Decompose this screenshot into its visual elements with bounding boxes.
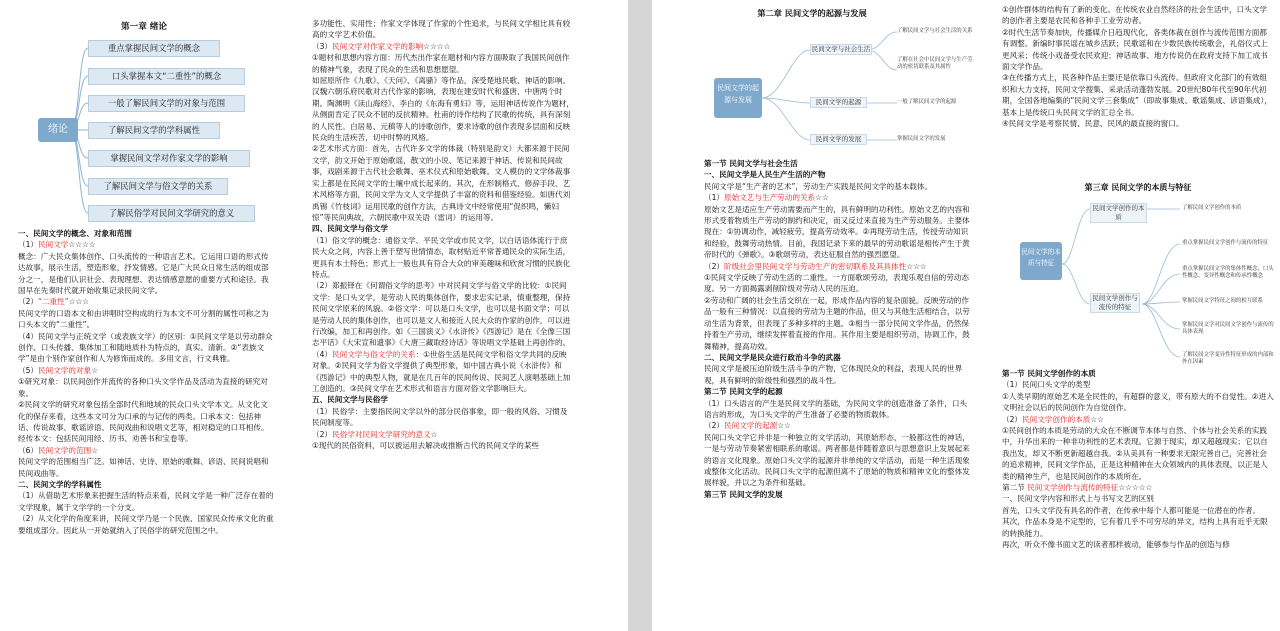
section-heading: 第三节 民间文学的发展	[704, 489, 783, 499]
mindmap-leaf: 掌握民间文学特征之间的相互联系	[1182, 298, 1263, 304]
mindmap-essence-features	[1002, 194, 1280, 364]
paragraph: 民间口头文学它并非是一种独立的文学活动，其原始形态，一般都这性的神话，一是与劳动节奏紧密相联系的歌谣。两者都是伴随着意识与思想意识上发展起来的语言文化现象。原始口头文学的起源并非单纯的文学活动，而是一种生活现象或整体文化活动。民间口头文学的起源但离不了原始的物质和精神文化的整体发展样貌，并以之为条件和基础。	[704, 432, 970, 488]
highlighted-term: 民俗学对民间文学研究的意义	[332, 429, 431, 439]
text-column-4-top	[1002, 4, 1274, 129]
paragraph: ③在传播方式上，民各种作品主要还是依靠口头流传。但政府文化部门的有效组织和大力支持，民间文学搜集、采录活动蓬勃发展。20世纪80年代至90年代初期，全国各地编集的“民间文学三套集成”（即故事集成、歌谣集成、谚语集成），基本上是传统口头民间文学的汇总全书。	[1002, 73, 1272, 117]
mindmap-branch: 掌握民间文学对作家文学的影响	[88, 150, 250, 167]
highlighted-term: 民间文学	[38, 240, 69, 250]
paragraph: ②艺术形式方面：首先，古代许多文学的体裁（特别是韵文）大都来源于民间文学，韵文开始于原始歌谣，散文的小说、笔记来源于神话、传说和民间故事，戏剧来源于古代社会歌舞、巫术仪式和原始歌舞。文人模仿的文学体裁事实上都是在民间文学的土壤中成长起来的。其次，在形制格式、修辞手段、艺术风格等方面，民间文学为文人文学提供了丰富的资料和借鉴经验。如唐代刘禹锡《竹枝词》运用民歌的创作方法，古典诗文中经常使用“促织鸣，懒妇惊”等民间典故，六朝民歌中双关语（雷词）的运用等。	[312, 144, 571, 222]
mindmap-branch: 了解民间文学与俗文学的关系	[88, 178, 228, 195]
mindmap-root: 绪论	[38, 118, 78, 142]
paragraph: （2）民俗学对民间文学研究的意义☆	[312, 429, 438, 439]
paragraph: 多功能性、实用性；作家文学体现了作家的个性追求，与民间文学相比具有较高的文学艺术价值。	[312, 19, 571, 40]
mindmap-leaf: 掌握民间文学的发展	[897, 136, 946, 142]
section-heading: 二、民间文学是民众进行政治斗争的武器	[704, 352, 841, 362]
section-heading: 第二节 民间文学的起源	[704, 387, 783, 397]
section-heading: 一、民间文学的概念、对象和范围	[18, 229, 132, 238]
section-heading: 第一节 民间文学与社会生活	[704, 159, 798, 168]
mindmap-node: 民间文学的发展	[810, 134, 867, 145]
paragraph: （1）原始文艺与生产劳动的关系☆☆	[704, 193, 829, 203]
mindmap-leaf: 掌握民间文学对民间文学创作与流传的具体表现	[1182, 322, 1274, 335]
text-column-2	[312, 18, 574, 451]
paragraph: （3）民间文学对作家文学的影响☆☆☆☆	[312, 41, 451, 51]
paragraph: ①现代的民俗资料，可以被运用去解决或推断古代的民间文学的某些	[312, 441, 540, 451]
mindmap-leaf: 了解民间文学变异性特征形成的内部和外在因素	[1182, 352, 1274, 365]
paragraph: 如屈原所作《九歌》、《天问》、《离骚》等作品，深受楚地民歌、神话的影响。汉魏六朝乐府民歌对古代作家的影响，表现在建安时代和盛唐、中唐两个时期。陶渊明《读山海经》、李白的《东海有勇妇》等，运用神话传说作为题材，从侧面肯定了民众不屈的反抗精神。杜甫的诗作结构了民歌的传统，具有深刻的人民性。白居易、元稹等人的诗歌创作，要求诗歌的创作表现多层面和反映民众的生活疾苦，切中时弊的风格。	[312, 76, 574, 143]
highlighted-term: 民间文学创作的本质	[1022, 414, 1091, 424]
document-page-left	[0, 0, 628, 631]
paragraph: 再次，听众不像书面文艺的读者那样被动，能够参与作品的创造与修	[1002, 540, 1230, 550]
paragraph: （2）从文化学的角度来讲，民间文学乃是一个民族、国家民众传承文化的重要组成部分。因此从一开始就纳入了民俗学的研究范围之中。	[18, 514, 274, 535]
mindmap-root: 民间文学的本质与特征	[1020, 242, 1062, 280]
paragraph: 第二节 民间文学创作与流传的特征☆☆☆☆☆	[1002, 483, 1153, 493]
paragraph: （2）郑振铎在《何谓俗文学的思考》中对民间文学与俗文学的比较：①民间文学：是口头文学，是劳动人民的集体创作，要求忠实记录，慎重整理，保持民间文学原来的风貌。②俗文学：可以是口头文学，也可以是书面文学；可以是劳动人民的集体创作，也可以是文人和接近人民大众的作家的创作，可以进行改编，加工和再创作。如《三国演义》《水浒传》《西游记》是在《全像三国志平话》《大宋宣和遗事》《大唐三藏取经诗话》等说唱文学基础上再创作的。	[312, 281, 571, 348]
mindmap-connectors	[652, 0, 972, 155]
mindmap-leaf: 了解民间文学创作的本质	[1182, 205, 1242, 211]
paragraph: 首先，口头文学没有具名的作者，在传承中每个人都可能是一位潜在的作者。	[1002, 505, 1261, 515]
mindmap-branch: 重点掌握民间文学的概念	[88, 40, 220, 57]
paragraph: （4）民间文学与俗文学的关系：①世俗生活是民间文学和俗文学共同的反映对象。②民间文学为俗文学提供了典型形象，如中国古典小说《水浒传》和《西游记》中的典型人物，就是在几百年的民间传说、民间艺人演唱基础上加工创造的。③民间文学在艺术形式和语言方面对俗文学影响巨大。	[312, 349, 571, 393]
paragraph: （2）“二重性”☆☆☆	[18, 297, 90, 307]
highlighted-term: 民间文学与俗文学的关系	[332, 349, 416, 359]
paragraph: 民间文学的口语本文和由讲唱时空构成的行为本文不可分割的属性可称之为口头本文的“二重性”。	[18, 308, 269, 330]
mindmap-leaf: 一般了解民间文学的起源	[897, 99, 957, 105]
mindmap-node: 民间文学与社会生活	[811, 45, 871, 53]
paragraph: ②民间文学的研究对象包括全部时代和地域的民众口头文学本文。从文化文化的保存来看，这些本文可分为口承的与记传的两类。口承本文：包括神话、传说故事、歌谣谚语、民间戏曲和说唱文艺等，相对稳定的口耳相传。经传本文：包括民间用经、历书、劝善书和宝卷等。	[18, 400, 269, 444]
section-heading: 四、民间文学与俗文学	[312, 224, 388, 234]
paragraph: （1）民间口头文学的类型	[1002, 380, 1091, 390]
mindmap-leaf: 重点掌握民间文学创作与流传的特征	[1182, 240, 1269, 246]
paragraph: 民间文学的范围相当广泛。如神话、史诗、原始的歌舞、谚语、民间说唱和民间戏曲等。	[18, 457, 269, 478]
paragraph: （1）民俗学：主要指民间文学以外的部分民俗事象，即一般的风俗、习惯及民间制度等。	[312, 406, 568, 428]
mindmap-node: 民间文学的起源	[810, 97, 867, 108]
paragraph: ②时代生活节奏加快，传播媒介日趋现代化，各类体裁在创作与流传范围方面都有调整。新编时事民谣在城乡活跃；民歌谣和在少数民族传统歌会，礼俗仪式上更风采；传统小戏备受农民欢迎；神话故事、地方传说仍在政府支持下加工成书面文学作品。	[1002, 27, 1268, 72]
mindmap-branch: 口头掌握本文“二重性”的概念	[88, 68, 245, 85]
text-column-3	[704, 158, 972, 500]
paragraph: ④民间文学是考察民情、民意、民风的最直接的窗口。	[1002, 119, 1184, 129]
mindmap-node: 民间文学创作与流传的特征	[1090, 293, 1140, 313]
paragraph: ①民间文学反映了劳动生活的二重性。一方面歌颂劳动，表现乐观自信的劳动态度。另一方面揭露剥削阶级对劳动人民的压迫。	[704, 273, 969, 294]
highlighted-term: 原始文艺与生产劳动的关系	[724, 193, 816, 203]
paragraph: （6）民间文学的范围☆	[18, 445, 98, 455]
paragraph: （5）民间文学的对象☆	[18, 365, 98, 375]
paragraph: 一、民间文学内容和形式上与书写文艺的区别	[1002, 494, 1154, 504]
paragraph: ①民间创作的本质是劳动的大众在不断调节本体与自然、个体与社会关系的实践中，升华出来的一种非功利性的艺术表现。它源于现实，却又超越现实；它以自我出发，却又不断更新超越自我。②从美具有一种要求无限完善自己，完善社会的追求精神，民间文学作品，正是这种精神在大众领域内的具体表现，以正是人类的精神生产，也是民间创作的本质所在。	[1002, 426, 1268, 481]
paragraph: 其次，作品本身是不定型的，它有着几乎不可穷尽的异文，结构上具有近乎无限的转换能力。	[1002, 517, 1268, 538]
highlighted-term: 民间文学的范围	[38, 445, 92, 455]
mindmap-introduction	[0, 0, 300, 230]
paragraph: （2）阶级社会里民间文学与劳动生产的密切联系及其具体性☆☆☆	[704, 261, 927, 271]
chapter1-title: 第一章 绪论	[121, 22, 167, 32]
paragraph: ②劳动和广阔的社会生活交织在一起，形成作品内容的复杂面貌。反映劳动的作品一般有三种情况：以直接的劳动为主题的作品，但又与其他生活相结合，以劳动生活为背景，但表现了多种多样的主题。③相当一部分民间文学作品，仍然保持着生产劳动，继续发挥着直接的作用。其作用主要是组织劳动，协调工作，鼓舞精神，提高功效。	[704, 295, 970, 351]
mindmap-connectors	[0, 0, 300, 230]
chapter2-title: 第二章 民间文学的起源与发展	[757, 8, 867, 18]
paragraph: 原始文艺是适应生产劳动需要而产生的，具有鲜明的功利性。原始文艺的内容和形式受着物质生产劳动的制约和决定，而又反过来直接为生产劳动服务。主要体现在：①协调动作，减轻疲劳，提高劳动效率。②再现劳动生活，传授劳动知识和经验，鼓舞劳动热情。目前，我国记录下来的最早的劳动歌谣是相传产生于黄帝时代的《弹歌》。③歌颂劳动，表达征服自然的强烈愿望。	[704, 204, 970, 260]
paragraph: ①研究对象：以民间创作并流传的各种口头文学作品及活动为直接的研究对象。	[18, 377, 268, 398]
text-column-1	[18, 228, 274, 536]
paragraph: （2）民间文学的起源☆☆	[704, 421, 791, 431]
paragraph: 民间文学是“生产者的艺术”，劳动生产实践是民间文学的基本载体。	[704, 181, 933, 191]
highlighted-term: 民间文学创作与流传的特征	[1027, 483, 1119, 493]
paragraph: （1）从借助艺术形象来把握生活的特点来看，民间文学是一种广泛存在着的文学现象，属于文学学的一个分支。	[18, 491, 274, 512]
mindmap-root: 民间文学的起源与发展	[714, 78, 762, 118]
section-heading: 五、民间文学与民俗学	[312, 395, 388, 405]
mindmap-branch: 了解民间文学的学科属性	[88, 122, 220, 139]
mindmap-origin-development	[652, 0, 972, 155]
mindmap-leaf: 重点掌握民间文学的集体性概念，口头性概念，变异性概念和传承性概念	[1182, 266, 1274, 279]
mindmap-branch: 了解民俗学对民间文学研究的意义	[88, 205, 255, 222]
mindmap-leaf: 了解在社会中民间文学与生产劳动的密切联系及其属性	[897, 57, 973, 70]
mindmap-branch: 一般了解民间文学的对象与范围	[88, 95, 245, 112]
document-page-right	[652, 0, 1280, 631]
chapter3-title: 第三章 民间文学的本质与特征	[1084, 183, 1192, 192]
paragraph: 概念：广大民众集体创作、口头流传的一种语言艺术。它运用口语的形式传达故事，展示生活，塑造形象，抒发情感。它是广大民众日常生活的组成部分之一，是他们认识社会、表现理想、表达情感意愿的重要方式和途径。我国早在先秦时代就开始收集记录民间文学。	[18, 251, 269, 296]
paragraph: （1）口头语言的产生是民间文学的基础，为民间文学的创造准备了条件，口头语言的形成，为口头文学的产生准备了必要的物质载体。	[704, 398, 968, 419]
paragraph: （1）民间文学☆☆☆☆	[18, 240, 96, 250]
section-heading: 二、民间文学的学科属性	[18, 479, 102, 489]
paragraph: （1）俗文学的概念：通俗文学、平民文学或市民文学，以白话语体流行于庶民大众之间，内容上善于塑写世情情态，取材贴近平常普通民众的实际生活，更具有本土特色；形式上一般也具有符合大众的审美趣味和欣赏习惯的民族化特点。	[312, 235, 571, 279]
section-heading: 第一节 民间文学创作的本质	[1002, 369, 1096, 378]
mindmap-node: 民间文学创作的本质	[1090, 203, 1147, 223]
highlighted-term: 阶级社会里民间文学与劳动生产的密切联系及其具体性	[724, 261, 907, 271]
paragraph: ①题材和思想内容方面：历代杰出作家在题材和内容方面吸取了我国民间创作的精神气象，表现了民众的生活和思想愿望。	[312, 53, 570, 74]
highlighted-term: 民间文学对作家文学的影响	[332, 41, 424, 51]
text-column-4-bottom	[1002, 368, 1274, 551]
mindmap-leaf: 了解民间文学与社会生活的关系	[897, 28, 973, 34]
highlighted-term: 民间文学的对象	[38, 365, 92, 375]
paragraph: 民间文学是被压迫阶级生活斗争的产物，它体现民众的利益，表现人民的世界观，具有鲜明的阶级性和强烈的战斗性。	[704, 364, 963, 385]
paragraph: ①创作群体的结构有了新的变化。在传统农业自然经济的社会生活中，口头文学的创作者主要是农民和各种手工业劳动者。	[1002, 5, 1267, 26]
paragraph: （2）民间文学创作的本质☆☆	[1002, 414, 1104, 424]
section-heading: 一、民间文学是人民生产生活的产物	[704, 170, 826, 180]
highlighted-term: “二重性”	[38, 297, 69, 307]
paragraph: （4）民间文学与正统文学（或表族文学）的区别：①民间文学是以劳动群众创作、口头传播、集体加工和随地质朴为特点的，真实、清新。②“表族文学”是由个别作家创作和人为修饰而成的。多用文言，行文典雅。	[18, 331, 273, 364]
paragraph: ①人类早期的原始艺术是全民性的，有超群的意义，带有原大的不自觉性。②进入文明社会以后的民间创作为自觉创作。	[1002, 391, 1274, 413]
highlighted-term: 民间文学的起源	[724, 421, 778, 431]
